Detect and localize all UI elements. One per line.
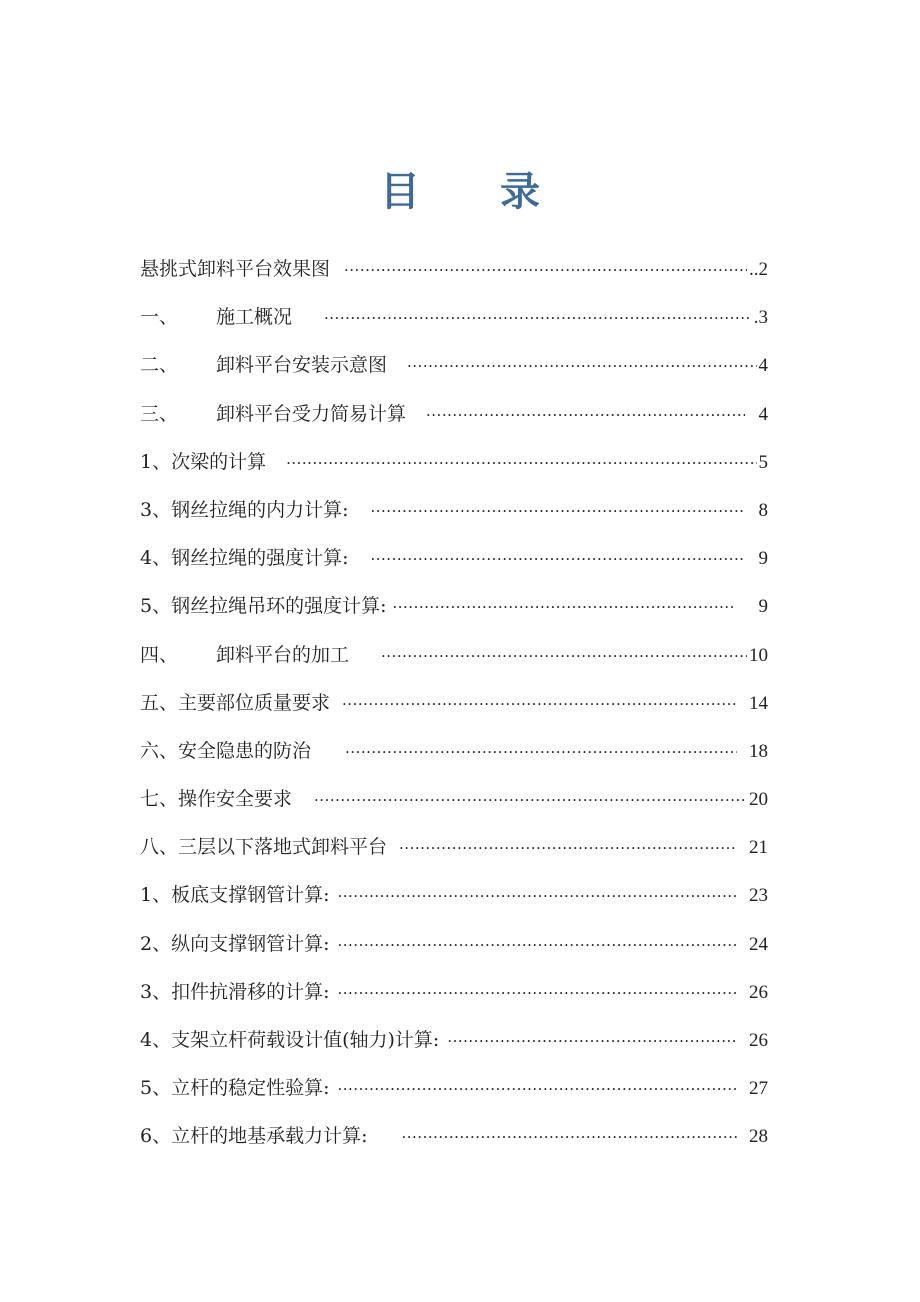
toc-dot-leader bbox=[338, 921, 738, 969]
toc-entry-page: 14 bbox=[749, 692, 768, 714]
toc-entry[interactable] bbox=[140, 968, 768, 1016]
toc-entry-title: 主要部位质量要求 bbox=[178, 691, 331, 714]
toc-entry-page: ..2 bbox=[749, 259, 768, 280]
toc-entry-number: 2、 bbox=[140, 932, 172, 955]
toc-entry-page: 26 bbox=[749, 981, 768, 1003]
toc-entry-page: 26 bbox=[749, 1030, 768, 1051]
toc-entry[interactable] bbox=[140, 1112, 768, 1160]
toc-entry-title: 扣件抗滑移的计算: bbox=[171, 980, 330, 1003]
toc-dot-leader bbox=[402, 1113, 738, 1161]
toc-entry-number: 5、 bbox=[140, 1077, 172, 1100]
toc-title bbox=[0, 160, 920, 217]
toc-entry-page: 21 bbox=[749, 837, 768, 859]
toc-entry-title: 立杆的稳定性验算: bbox=[171, 1077, 330, 1100]
toc-entry-number: 六、 bbox=[140, 739, 179, 762]
toc-entry-number: 5、 bbox=[140, 595, 172, 618]
toc-entry-number: 七、 bbox=[140, 788, 179, 811]
toc-dot-leader bbox=[324, 294, 752, 342]
toc-dot-leader bbox=[381, 632, 747, 680]
toc-entry-title: 钢丝拉绳的内力计算: bbox=[171, 498, 349, 521]
toc-dot-leader bbox=[342, 680, 737, 728]
toc-entry-title: 施工概况 bbox=[216, 306, 293, 329]
toc-entry[interactable] bbox=[140, 486, 768, 534]
toc-entry-page: 23 bbox=[749, 885, 768, 907]
toc-entry-title: 次梁的计算 bbox=[171, 450, 267, 473]
toc-entry[interactable] bbox=[140, 582, 768, 630]
toc-entry[interactable] bbox=[140, 534, 768, 582]
toc-dot-leader bbox=[338, 872, 738, 920]
toc-entry[interactable] bbox=[140, 920, 768, 968]
toc-entry[interactable] bbox=[140, 871, 768, 919]
toc-dot-leader bbox=[447, 1017, 737, 1065]
toc-entry-number: 4、 bbox=[140, 547, 172, 570]
toc-entry-title: 钢丝拉绳的强度计算: bbox=[171, 547, 349, 570]
toc-entry-title: 悬挑式卸料平台效果图 bbox=[140, 258, 331, 280]
toc-entry-number: 6、 bbox=[140, 1125, 172, 1148]
toc-dot-leader bbox=[407, 342, 756, 390]
toc-dot-leader bbox=[371, 487, 743, 535]
toc-entry-title: 操作安全要求 bbox=[178, 788, 293, 811]
toc-entry[interactable] bbox=[140, 1064, 768, 1112]
toc-dot-leader bbox=[314, 776, 747, 824]
toc-entry[interactable] bbox=[140, 727, 768, 775]
toc-entry-number: 1、 bbox=[140, 450, 172, 473]
toc-entry-page: 27 bbox=[749, 1078, 768, 1100]
toc-entry[interactable] bbox=[140, 438, 768, 486]
toc-list bbox=[140, 245, 768, 1161]
toc-entry-number: 三、 bbox=[140, 402, 179, 425]
toc-entry-page: 24 bbox=[749, 933, 768, 955]
toc-entry-page: .3 bbox=[753, 307, 768, 329]
toc-entry[interactable] bbox=[140, 390, 768, 438]
toc-entry-title: 安全隐患的防治 bbox=[178, 739, 312, 762]
toc-entry-title: 卸料平台安装示意图 bbox=[216, 354, 388, 377]
toc-entry-page: 28 bbox=[749, 1126, 768, 1148]
toc-dot-leader bbox=[371, 535, 743, 583]
toc-entry-title: 卸料平台受力简易计算 bbox=[216, 402, 407, 425]
toc-entry[interactable] bbox=[140, 341, 768, 389]
toc-dot-leader bbox=[345, 728, 737, 776]
toc-entry[interactable] bbox=[140, 245, 768, 293]
toc-entry-page: 20 bbox=[749, 789, 768, 811]
toc-entry-title: 卸料平台的加工 bbox=[216, 643, 350, 666]
toc-entry[interactable] bbox=[140, 293, 768, 341]
toc-entry-number: 3、 bbox=[140, 980, 172, 1003]
toc-entry-page: 4 bbox=[758, 403, 768, 425]
toc-entry-number: 1、 bbox=[140, 884, 172, 907]
toc-entry-page: 9 bbox=[758, 548, 768, 570]
toc-entry-number: 二、 bbox=[140, 354, 179, 377]
toc-title-char-1: 目 bbox=[380, 169, 420, 215]
toc-entry-title: 三层以下落地式卸料平台 bbox=[178, 836, 388, 859]
toc-dot-leader bbox=[338, 969, 738, 1017]
toc-entry-number: 八、 bbox=[140, 836, 179, 859]
toc-entry-page: 8 bbox=[758, 499, 768, 521]
toc-entry-title: 钢丝拉绳吊环的强度计算: bbox=[171, 595, 387, 618]
toc-entry-number: 4、 bbox=[140, 1029, 172, 1051]
toc-entry-page: 18 bbox=[749, 740, 768, 762]
toc-dot-leader bbox=[393, 583, 733, 631]
toc-entry-number: 3、 bbox=[140, 498, 172, 521]
toc-dot-leader bbox=[426, 391, 744, 439]
toc-dot-leader bbox=[286, 439, 756, 487]
toc-entry[interactable] bbox=[140, 631, 768, 679]
toc-dot-leader bbox=[399, 824, 737, 872]
toc-dot-leader bbox=[338, 1065, 738, 1113]
toc-entry[interactable] bbox=[140, 1016, 768, 1064]
toc-entry-number: 五、 bbox=[140, 691, 179, 714]
toc-entry-number: 一、 bbox=[140, 306, 179, 329]
toc-entry-page: 5 bbox=[758, 451, 768, 473]
toc-entry-title: 板底支撑钢管计算: bbox=[171, 884, 330, 907]
toc-entry-title: 纵向支撑钢管计算: bbox=[171, 932, 330, 955]
toc-entry-page: 9 bbox=[758, 596, 768, 618]
toc-entry-page: 10 bbox=[749, 644, 768, 666]
toc-entry-page: 4 bbox=[758, 355, 768, 377]
toc-entry[interactable] bbox=[140, 679, 768, 727]
toc-title-char-2: 录 bbox=[500, 169, 540, 215]
toc-dot-leader bbox=[344, 246, 747, 294]
toc-entry-title: 支架立杆荷载设计值(轴力)计算: bbox=[171, 1029, 440, 1051]
toc-entry-title: 立杆的地基承载力计算: bbox=[171, 1125, 368, 1148]
toc-entry[interactable] bbox=[140, 775, 768, 823]
toc-entry[interactable] bbox=[140, 823, 768, 871]
toc-entry-number: 四、 bbox=[140, 643, 179, 666]
